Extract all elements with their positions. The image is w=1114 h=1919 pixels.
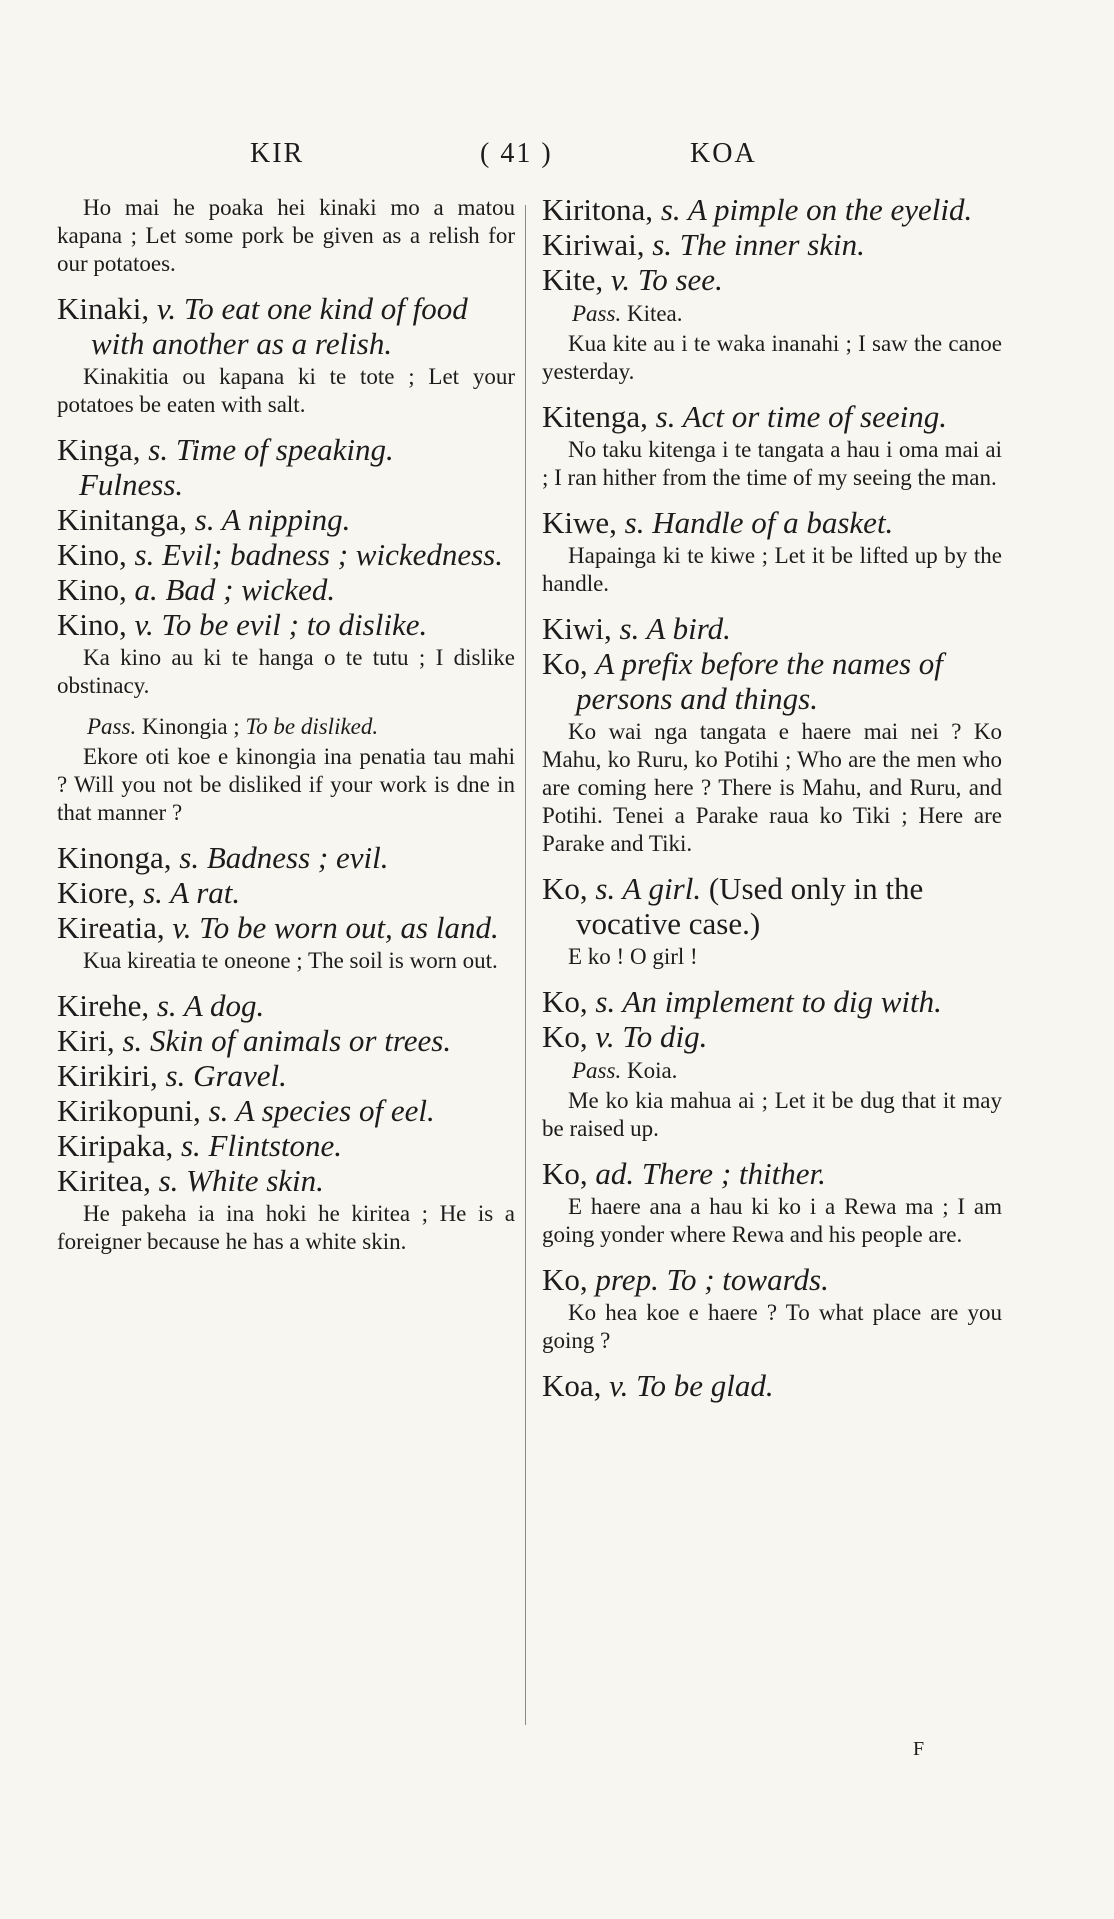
headword: Kiri,	[57, 1023, 123, 1058]
example-sentence: Kua kite au i te waka inanahi ; I saw the canoe yesterday.	[542, 331, 1002, 384]
passive-label: Pass.	[87, 714, 137, 739]
definition: Flintstone.	[208, 1128, 343, 1163]
passive-label: Pass.	[572, 301, 622, 326]
definition: A dog.	[183, 988, 265, 1023]
part-of-speech: s.	[660, 192, 688, 227]
headword: Kiwi,	[542, 611, 620, 646]
headword: Ko,	[542, 1262, 596, 1297]
right-column	[542, 192, 1002, 1403]
example-sentence: Kua kireatia te oneone ; The soil is worn out.	[83, 948, 498, 973]
example-sentence: Ko hea koe e haere ? To what place are you going ?	[542, 1300, 1002, 1353]
definition: There ; thither.	[641, 1156, 826, 1191]
passive-gloss: To be disliked.	[245, 714, 379, 739]
dictionary-entry	[79, 467, 515, 502]
header-right-guide-word: KOA	[690, 138, 757, 169]
part-of-speech: s.	[143, 875, 171, 910]
definition: To eat one kind of food with another as a relish.	[91, 291, 468, 361]
definition: To dig.	[622, 1019, 708, 1054]
definition: To be evil ; to dislike.	[161, 607, 428, 642]
headword: Kirikiri,	[57, 1058, 166, 1093]
definition-note: (Used only in the vocative case.)	[576, 871, 924, 941]
definition: To be worn out, as land.	[199, 910, 499, 945]
headword: Kiripaka,	[57, 1128, 181, 1163]
passive-form	[572, 1057, 1002, 1085]
part-of-speech: v.	[134, 607, 162, 642]
part-of-speech: v.	[172, 910, 200, 945]
part-of-speech: v.	[156, 291, 184, 326]
example-sentence: He pakeha ia ina hoki he kiritea ; He is a foreigner because he has a white skin.	[57, 1201, 515, 1254]
dictionary-entry	[57, 1163, 515, 1198]
part-of-speech: s.	[134, 537, 163, 572]
part-of-speech: s.	[619, 611, 647, 646]
passive-word: Koia.	[621, 1058, 678, 1083]
passive-word: Kitea.	[621, 301, 683, 326]
headword: Kireatia,	[57, 910, 173, 945]
part-of-speech: s.	[122, 1023, 151, 1058]
definition: An implement to dig with.	[622, 984, 942, 1019]
definition: Time of speaking.	[175, 432, 394, 467]
dictionary-entry	[542, 505, 1002, 540]
dictionary-entry	[542, 871, 1002, 941]
definition: A girl.	[622, 871, 702, 906]
dictionary-entry	[542, 611, 1002, 646]
example-sentence: E haere ana a hau ki ko i a Rewa ma ; I am going yonder where Rewa and his people are.	[542, 1194, 1002, 1247]
definition: To be glad.	[636, 1368, 774, 1403]
left-column	[57, 192, 515, 1269]
headword: Kinitanga,	[57, 502, 195, 537]
header-left-guide-word: KIR	[250, 138, 305, 169]
dictionary-entry	[57, 572, 515, 607]
part-of-speech: s.	[158, 1163, 187, 1198]
definition: A pimple on the eyelid.	[687, 192, 973, 227]
headword: Kirehe,	[57, 988, 157, 1023]
headword: Kinonga,	[57, 840, 180, 875]
part-of-speech: prep.	[595, 1262, 667, 1297]
example-sentence: Ka kino au ki te hanga o te tutu ; I dislike obstinacy.	[57, 645, 515, 698]
dictionary-entry	[57, 988, 515, 1023]
headword: Kino,	[57, 537, 135, 572]
passive-word: Kinongia ;	[136, 714, 246, 739]
example-sentence: Kinakitia ou kapana ki te tote ; Let your potatoes be eaten with salt.	[57, 364, 515, 417]
dictionary-entry	[57, 875, 515, 910]
part-of-speech: v.	[595, 1019, 623, 1054]
example-sentence: Ko wai nga tangata e haere mai nei ? Ko Mahu, ko Ruru, ko Potihi ; Who are the men who are coming here ? There is Mahu, and Ruru, and Potihi. Tenei a Parake raua ko Tiki ; Here are Parake and Tiki.	[542, 719, 1002, 856]
headword: Koa,	[542, 1368, 610, 1403]
part-of-speech: s.	[165, 1058, 194, 1093]
example-sentence: E ko ! O girl !	[568, 944, 698, 969]
definition: Gravel.	[193, 1058, 287, 1093]
dictionary-entry	[57, 1093, 515, 1128]
signature-mark: F	[913, 1738, 925, 1760]
headword: Ko,	[542, 871, 596, 906]
dictionary-entry	[57, 607, 515, 642]
definition: A prefix before the names of persons and things.	[576, 646, 943, 716]
part-of-speech: s.	[179, 840, 207, 875]
headword: Kiritona,	[542, 192, 661, 227]
headword: Kino,	[57, 572, 135, 607]
headword: Kinaki,	[57, 291, 157, 326]
dictionary-entry	[57, 502, 515, 537]
part-of-speech: ad.	[595, 1156, 642, 1191]
dictionary-entry	[57, 537, 515, 572]
headword: Kino,	[57, 607, 135, 642]
passive-form	[87, 713, 515, 741]
page-number: ( 41 )	[480, 138, 553, 169]
definition: Fulness.	[79, 467, 184, 502]
definition: To ; towards.	[666, 1262, 829, 1297]
definition: Skin of animals or trees.	[150, 1023, 452, 1058]
passive-label: Pass.	[572, 1058, 622, 1083]
dictionary-entry	[542, 646, 1002, 716]
example-sentence: Ekore oti koe e kinongia ina penatia tau mahi ? Will you not be disliked if your work is dne in that manner ?	[57, 744, 515, 825]
part-of-speech: v.	[609, 1368, 637, 1403]
headword: Kiwe,	[542, 505, 625, 540]
headword: Ko,	[542, 984, 596, 1019]
dictionary-entry	[542, 1019, 1002, 1054]
definition: Bad ; wicked.	[165, 572, 336, 607]
dictionary-entry	[542, 1156, 1002, 1191]
definition: A rat.	[170, 875, 241, 910]
definition: Handle of a basket.	[652, 505, 894, 540]
headword: Kiriwai,	[542, 227, 653, 262]
dictionary-entry	[57, 1023, 515, 1058]
dictionary-entry	[57, 910, 515, 945]
definition: Evil; badness ; wickedness.	[162, 537, 503, 572]
part-of-speech: s.	[156, 988, 184, 1023]
part-of-speech: s.	[595, 984, 623, 1019]
definition: A species of eel.	[235, 1093, 435, 1128]
dictionary-entry	[542, 399, 1002, 434]
headword: Kite,	[542, 262, 611, 297]
dictionary-entry	[542, 1262, 1002, 1297]
dictionary-entry	[57, 432, 515, 467]
dictionary-entry	[57, 840, 515, 875]
column-divider	[525, 205, 526, 1725]
part-of-speech: v.	[610, 262, 638, 297]
example-sentence: Ho mai he poaka hei kinaki mo a matou kapana ; Let some pork be given as a relish for our potatoes.	[57, 195, 515, 276]
dictionary-entry	[542, 192, 1002, 227]
running-header	[0, 138, 1114, 178]
part-of-speech: s.	[148, 432, 176, 467]
example-sentence: Me ko kia mahua ai ; Let it be dug that it may be raised up.	[542, 1088, 1002, 1141]
dictionary-entry	[542, 1368, 1002, 1403]
part-of-speech: s.	[652, 227, 680, 262]
part-of-speech: s.	[194, 502, 222, 537]
definition: A bird.	[646, 611, 731, 646]
part-of-speech: s.	[655, 399, 683, 434]
headword: Kitenga,	[542, 399, 656, 434]
headword: Kinga,	[57, 432, 149, 467]
headword: Ko,	[542, 646, 596, 681]
part-of-speech: s.	[595, 871, 623, 906]
definition: A nipping.	[221, 502, 351, 537]
part-of-speech: a.	[134, 572, 166, 607]
example-sentence: Hapainga ki te kiwe ; Let it be lifted up by the handle.	[542, 543, 1002, 596]
headword: Ko,	[542, 1156, 596, 1191]
passive-form	[572, 300, 1002, 328]
dictionary-entry	[542, 984, 1002, 1019]
headword: Kirikopuni,	[57, 1093, 209, 1128]
dictionary-entry	[57, 1058, 515, 1093]
dictionary-entry	[57, 1128, 515, 1163]
dictionary-entry	[542, 227, 1002, 262]
dictionary-entry	[57, 291, 515, 361]
definition: The inner skin.	[679, 227, 865, 262]
dictionary-entry	[542, 262, 1002, 297]
definition: Badness ; evil.	[206, 840, 389, 875]
definition: To see.	[637, 262, 723, 297]
definition: White skin.	[186, 1163, 324, 1198]
headword: Kiritea,	[57, 1163, 159, 1198]
headword: Kiore,	[57, 875, 144, 910]
example-sentence: No taku kitenga i te tangata a hau i oma mai ai ; I ran hither from the time of my seeing the man.	[542, 437, 1002, 490]
part-of-speech: s.	[180, 1128, 209, 1163]
part-of-speech: s.	[208, 1093, 236, 1128]
definition: Act or time of seeing.	[682, 399, 947, 434]
part-of-speech: s.	[624, 505, 653, 540]
headword: Ko,	[542, 1019, 596, 1054]
